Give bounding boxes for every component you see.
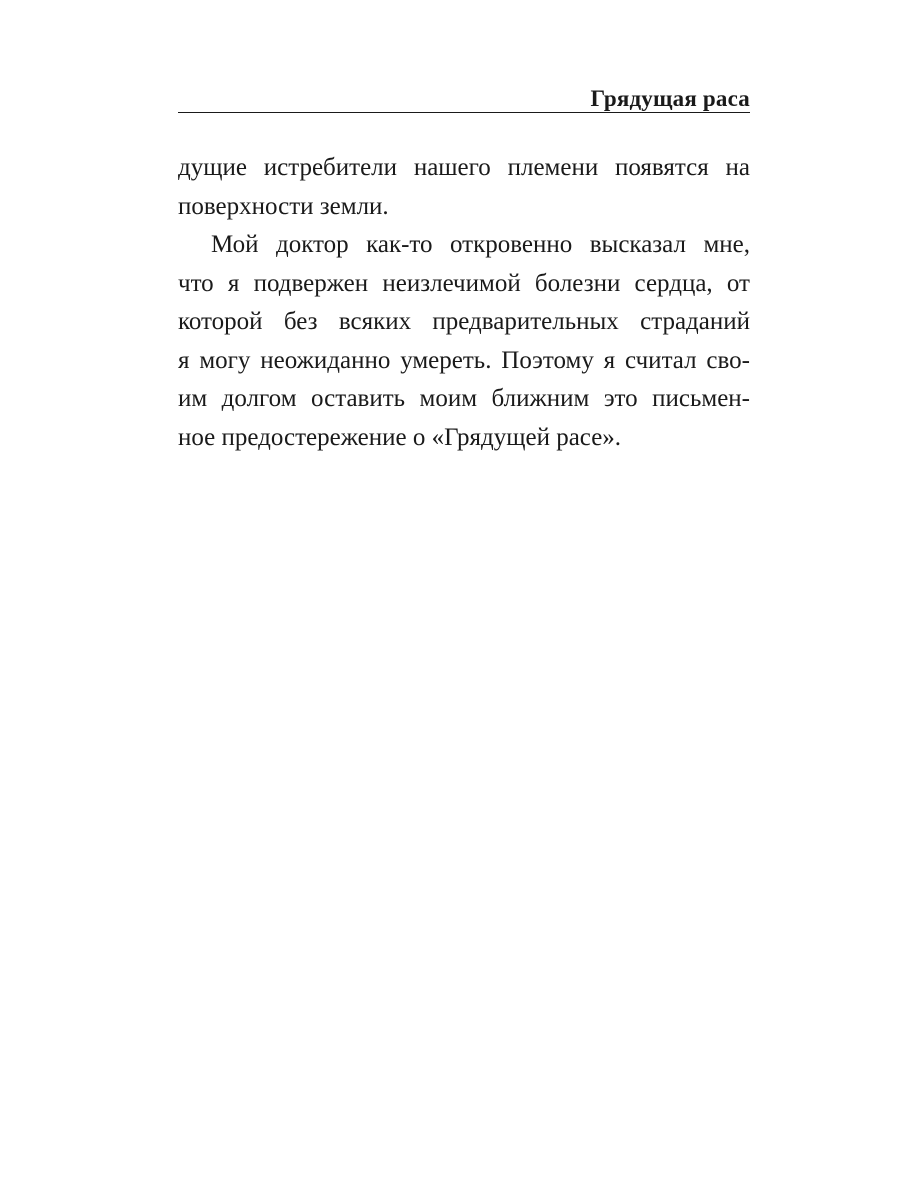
- text-line: которой без всяких предварительных страданий: [178, 308, 750, 335]
- body-text: [178, 149, 750, 457]
- text-line-paragraph-start: Мой доктор как-то откровенно высказал мне,: [211, 231, 750, 258]
- text-line: я могу неожиданно умереть. Поэтому я считал сво-: [178, 346, 750, 374]
- text-line: им долгом оставить моим ближним это письмен-: [178, 385, 750, 412]
- text-line: дущие истребители нашего племени появятся на: [178, 154, 750, 181]
- header-rule: [178, 112, 750, 113]
- running-head-title: Грядущая раса: [590, 86, 750, 111]
- text-line: что я подвержен неизлечимой болезни сердца, от: [178, 269, 750, 297]
- text-line: поверхности земли.: [178, 192, 389, 220]
- text-line: ное предостережение о «Грядущей расе».: [178, 423, 622, 451]
